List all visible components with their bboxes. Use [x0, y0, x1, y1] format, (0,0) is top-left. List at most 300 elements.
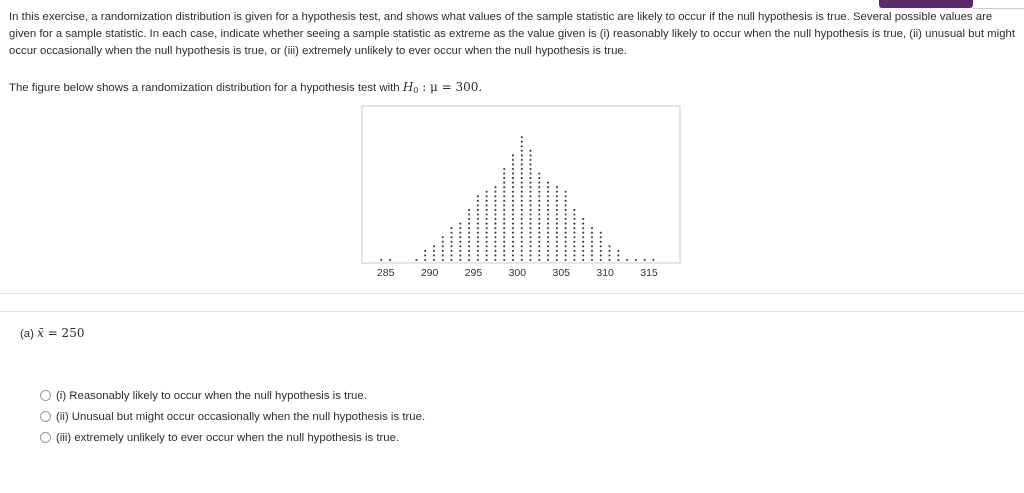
data-dot [459, 250, 461, 252]
data-dot [556, 204, 558, 206]
data-dot [600, 236, 602, 238]
data-dot [433, 254, 435, 256]
data-dot [565, 250, 567, 252]
intro-paragraph: In this exercise, a randomization distribution is given for a hypothesis test, and shows what values of the sample statistic are likely to occur if the null hypothesis is true. Several possible values are given for a sample statistic. In each case, indicate whether seeing a sample statistic as extreme as the value given is (i) reasonably likely to occur when the null hypothesis is true, (ii) unusual but might occur occasionally when the null hypothesis is true, or (iii) extremely unlikely to ever occur when the null hypothesis is true. [9, 11, 1016, 57]
data-dot [442, 254, 444, 256]
data-dot [477, 200, 479, 202]
data-dot [486, 195, 488, 197]
data-dot [600, 250, 602, 252]
data-dot [565, 191, 567, 193]
header-tab [879, 0, 973, 8]
data-dot [521, 182, 523, 184]
data-dot [556, 232, 558, 234]
data-dot [521, 241, 523, 243]
data-dot [468, 223, 470, 225]
data-dot [512, 177, 514, 179]
data-dot [556, 200, 558, 202]
data-dot [565, 236, 567, 238]
data-dot [573, 218, 575, 220]
data-dot [591, 227, 593, 229]
data-dot [582, 254, 584, 256]
data-dot [512, 227, 514, 229]
data-dot [565, 223, 567, 225]
data-dot [442, 245, 444, 247]
data-dot [503, 218, 505, 220]
data-dot [424, 259, 426, 261]
radio-button[interactable] [40, 411, 51, 422]
data-dot [512, 254, 514, 256]
x-tick-label: 315 [640, 267, 658, 279]
data-dot [486, 200, 488, 202]
data-dot [617, 254, 619, 256]
data-dot [512, 250, 514, 252]
data-dot [591, 254, 593, 256]
data-dot [477, 227, 479, 229]
data-dot [565, 195, 567, 197]
data-dot [538, 200, 540, 202]
data-dot [468, 254, 470, 256]
data-dot [459, 241, 461, 243]
data-dot [521, 136, 523, 138]
data-dot [547, 241, 549, 243]
data-dot [521, 200, 523, 202]
data-dot [512, 159, 514, 161]
data-dot [468, 232, 470, 234]
data-dot [503, 236, 505, 238]
data-dot [538, 245, 540, 247]
data-dot [556, 254, 558, 256]
data-dot [547, 218, 549, 220]
data-dot [521, 232, 523, 234]
data-dot [512, 245, 514, 247]
data-dot [512, 232, 514, 234]
data-dot [529, 259, 531, 261]
data-dot [459, 236, 461, 238]
data-dot [538, 236, 540, 238]
data-dot [556, 250, 558, 252]
data-dot [521, 186, 523, 188]
data-dot [565, 245, 567, 247]
data-dot [468, 259, 470, 261]
data-dot [503, 182, 505, 184]
data-dot [442, 236, 444, 238]
data-dot [547, 191, 549, 193]
x-tick-label: 295 [464, 267, 483, 279]
data-dot [538, 173, 540, 175]
data-dot [529, 232, 531, 234]
data-dot [521, 145, 523, 147]
data-dot [468, 209, 470, 211]
data-dot [565, 227, 567, 229]
data-dot [529, 195, 531, 197]
data-dot [538, 195, 540, 197]
data-dot [617, 259, 619, 261]
data-dot [512, 204, 514, 206]
data-dot [512, 236, 514, 238]
data-dot [521, 173, 523, 175]
data-dot [538, 177, 540, 179]
data-dot [521, 245, 523, 247]
x-tick-label: 300 [508, 267, 527, 279]
data-dot [608, 259, 610, 261]
data-dot [573, 227, 575, 229]
data-dot [415, 259, 417, 261]
data-dot [503, 177, 505, 179]
data-dot [521, 154, 523, 156]
part-a-prefix: (a) [20, 328, 38, 340]
data-dot [468, 241, 470, 243]
data-dot [556, 259, 558, 261]
data-dot [521, 209, 523, 211]
data-dot [494, 245, 496, 247]
data-dot [529, 204, 531, 206]
data-dot [529, 245, 531, 247]
data-dot [591, 232, 593, 234]
data-dot [626, 259, 628, 261]
data-dot [468, 250, 470, 252]
data-dot [529, 168, 531, 170]
data-dot [503, 254, 505, 256]
data-dot [538, 218, 540, 220]
data-dot [521, 204, 523, 206]
hypothesis-statement: : μ = 300. [418, 80, 483, 94]
data-dot [547, 182, 549, 184]
data-dot [529, 182, 531, 184]
data-dot [573, 250, 575, 252]
data-dot [521, 163, 523, 165]
data-dot [565, 232, 567, 234]
data-dot [529, 186, 531, 188]
data-dot [521, 223, 523, 225]
data-dot [494, 254, 496, 256]
data-dot [547, 236, 549, 238]
data-dot [573, 236, 575, 238]
data-dot [512, 218, 514, 220]
option-ii[interactable] [40, 406, 425, 427]
data-dot [529, 254, 531, 256]
x-tick-label: 285 [376, 267, 395, 279]
data-dot [512, 213, 514, 215]
data-dot [486, 254, 488, 256]
data-dot [459, 254, 461, 256]
data-dot [494, 200, 496, 202]
data-dot [521, 191, 523, 193]
data-dot [503, 250, 505, 252]
data-dot [608, 245, 610, 247]
data-dot [512, 241, 514, 243]
data-dot [547, 200, 549, 202]
data-dot [529, 154, 531, 156]
data-dot [591, 236, 593, 238]
data-dot [547, 254, 549, 256]
data-dot [503, 245, 505, 247]
data-dot [477, 250, 479, 252]
data-dot [538, 186, 540, 188]
data-dot [450, 259, 452, 261]
data-dot [503, 213, 505, 215]
data-dot [521, 141, 523, 143]
data-dot [529, 227, 531, 229]
data-dot [512, 209, 514, 211]
data-dot [529, 191, 531, 193]
data-dot [503, 204, 505, 206]
data-dot [565, 254, 567, 256]
data-dot [529, 250, 531, 252]
data-dot [503, 209, 505, 211]
data-dot [512, 200, 514, 202]
hypothesis-symbol: H [402, 80, 414, 94]
data-dot [521, 150, 523, 152]
data-dot [521, 168, 523, 170]
data-dot [503, 186, 505, 188]
data-dot [512, 186, 514, 188]
data-dot [486, 245, 488, 247]
radio-button[interactable] [40, 432, 51, 443]
dotplot-figure [361, 105, 681, 290]
data-dot [565, 241, 567, 243]
data-dot [450, 232, 452, 234]
data-dot [529, 236, 531, 238]
dotplot-chart [361, 105, 681, 285]
radio-button[interactable] [40, 390, 51, 401]
data-dot [565, 218, 567, 220]
section-divider [0, 311, 1024, 312]
data-dot [556, 245, 558, 247]
data-dot [521, 227, 523, 229]
data-dot [486, 232, 488, 234]
data-dot [477, 232, 479, 234]
data-dot [486, 236, 488, 238]
data-dot [600, 245, 602, 247]
data-dot [573, 259, 575, 261]
data-dot [556, 218, 558, 220]
data-dot [450, 241, 452, 243]
data-dot [477, 209, 479, 211]
data-dot [547, 186, 549, 188]
data-dot [582, 227, 584, 229]
x-tick-label: 290 [420, 267, 439, 279]
data-dot [547, 232, 549, 234]
data-dot [433, 245, 435, 247]
data-dot [547, 204, 549, 206]
data-dot [468, 213, 470, 215]
data-dot [521, 254, 523, 256]
data-dot [477, 236, 479, 238]
data-dot [600, 241, 602, 243]
data-dot [556, 223, 558, 225]
data-dot [547, 245, 549, 247]
data-dot [494, 232, 496, 234]
data-dot [459, 223, 461, 225]
data-dot [521, 159, 523, 161]
data-dot [477, 213, 479, 215]
data-dot [547, 227, 549, 229]
data-dot [644, 259, 646, 261]
data-dot [503, 223, 505, 225]
data-dot [494, 195, 496, 197]
data-dot [494, 236, 496, 238]
data-dot [486, 259, 488, 261]
data-dot [450, 250, 452, 252]
hypothesis-subscript: 0 [413, 86, 419, 95]
data-dot [573, 232, 575, 234]
data-dot [529, 159, 531, 161]
data-dot [529, 218, 531, 220]
option-i[interactable] [40, 385, 425, 406]
data-dot [573, 223, 575, 225]
data-dot [503, 200, 505, 202]
data-dot [450, 236, 452, 238]
data-dot [486, 209, 488, 211]
data-dot [512, 223, 514, 225]
data-dot [529, 223, 531, 225]
data-dot [556, 236, 558, 238]
data-dot [617, 250, 619, 252]
data-dot [547, 259, 549, 261]
option-label: (iii) extremely unlikely to ever occur when the null hypothesis is true. [56, 431, 400, 444]
data-dot [494, 209, 496, 211]
data-dot [521, 213, 523, 215]
option-iii[interactable] [40, 427, 425, 448]
data-dot [442, 250, 444, 252]
data-dot [477, 204, 479, 206]
data-dot [547, 250, 549, 252]
data-dot [468, 218, 470, 220]
data-dot [503, 227, 505, 229]
data-dot [538, 232, 540, 234]
data-dot [538, 191, 540, 193]
data-dot [582, 232, 584, 234]
data-dot [486, 204, 488, 206]
data-dot [591, 259, 593, 261]
data-dot [529, 177, 531, 179]
x-tick-label: 310 [596, 267, 614, 279]
data-dot [573, 209, 575, 211]
data-dot [477, 254, 479, 256]
data-dot [477, 218, 479, 220]
data-dot [565, 204, 567, 206]
data-dot [591, 245, 593, 247]
data-dot [591, 250, 593, 252]
data-dot [486, 241, 488, 243]
data-dot [573, 241, 575, 243]
data-dot [529, 200, 531, 202]
data-dot [538, 204, 540, 206]
data-dot [521, 259, 523, 261]
data-dot [529, 150, 531, 152]
data-dot [477, 245, 479, 247]
data-dot [521, 218, 523, 220]
data-dot [486, 213, 488, 215]
data-dot [486, 191, 488, 193]
data-dot [494, 191, 496, 193]
data-dot [459, 245, 461, 247]
data-dot [538, 227, 540, 229]
part-a-label [20, 325, 84, 342]
data-dot [547, 213, 549, 215]
figure-caption-text: The figure below shows a randomization distribution for a hypothesis test with [9, 82, 403, 94]
data-dot [529, 209, 531, 211]
data-dot [608, 254, 610, 256]
data-dot [389, 259, 391, 261]
data-dot [503, 173, 505, 175]
data-dot [582, 245, 584, 247]
data-dot [459, 232, 461, 234]
data-dot [512, 154, 514, 156]
data-dot [503, 241, 505, 243]
data-dot [512, 191, 514, 193]
data-dot [565, 259, 567, 261]
data-dot [538, 241, 540, 243]
data-dot [494, 213, 496, 215]
data-dot [538, 213, 540, 215]
data-dot [547, 195, 549, 197]
data-dot [450, 245, 452, 247]
data-dot [468, 236, 470, 238]
data-dot [556, 241, 558, 243]
data-dot [582, 223, 584, 225]
option-label: (i) Reasonably likely to occur when the null hypothesis is true. [56, 389, 367, 402]
data-dot [538, 182, 540, 184]
data-dot [477, 259, 479, 261]
plot-frame [362, 106, 680, 263]
data-dot [652, 259, 654, 261]
data-dot [582, 259, 584, 261]
data-dot [538, 259, 540, 261]
data-dot [494, 241, 496, 243]
data-dot [529, 173, 531, 175]
data-dot [573, 213, 575, 215]
data-dot [529, 213, 531, 215]
data-dot [556, 186, 558, 188]
data-dot [512, 163, 514, 165]
data-dot [433, 259, 435, 261]
data-dot [582, 250, 584, 252]
data-dot [442, 259, 444, 261]
data-dot [477, 223, 479, 225]
data-dot [556, 213, 558, 215]
data-dot [424, 254, 426, 256]
data-dot [529, 241, 531, 243]
data-dot [486, 223, 488, 225]
data-dot [538, 209, 540, 211]
data-dot [494, 250, 496, 252]
data-dot [582, 241, 584, 243]
data-dot [486, 218, 488, 220]
data-dot [512, 259, 514, 261]
data-dot [503, 232, 505, 234]
data-dot [635, 259, 637, 261]
data-dot [556, 227, 558, 229]
data-dot [442, 241, 444, 243]
data-dot [556, 209, 558, 211]
data-dot [521, 250, 523, 252]
data-dot [538, 254, 540, 256]
x-tick-label: 305 [552, 267, 571, 279]
data-dot [512, 173, 514, 175]
data-dot [556, 191, 558, 193]
data-dot [494, 204, 496, 206]
data-dot [600, 259, 602, 261]
data-dot [521, 177, 523, 179]
data-dot [503, 259, 505, 261]
data-dot [582, 236, 584, 238]
answer-options [40, 385, 425, 448]
data-dot [600, 254, 602, 256]
data-dot [450, 227, 452, 229]
data-dot [433, 250, 435, 252]
data-dot [477, 241, 479, 243]
